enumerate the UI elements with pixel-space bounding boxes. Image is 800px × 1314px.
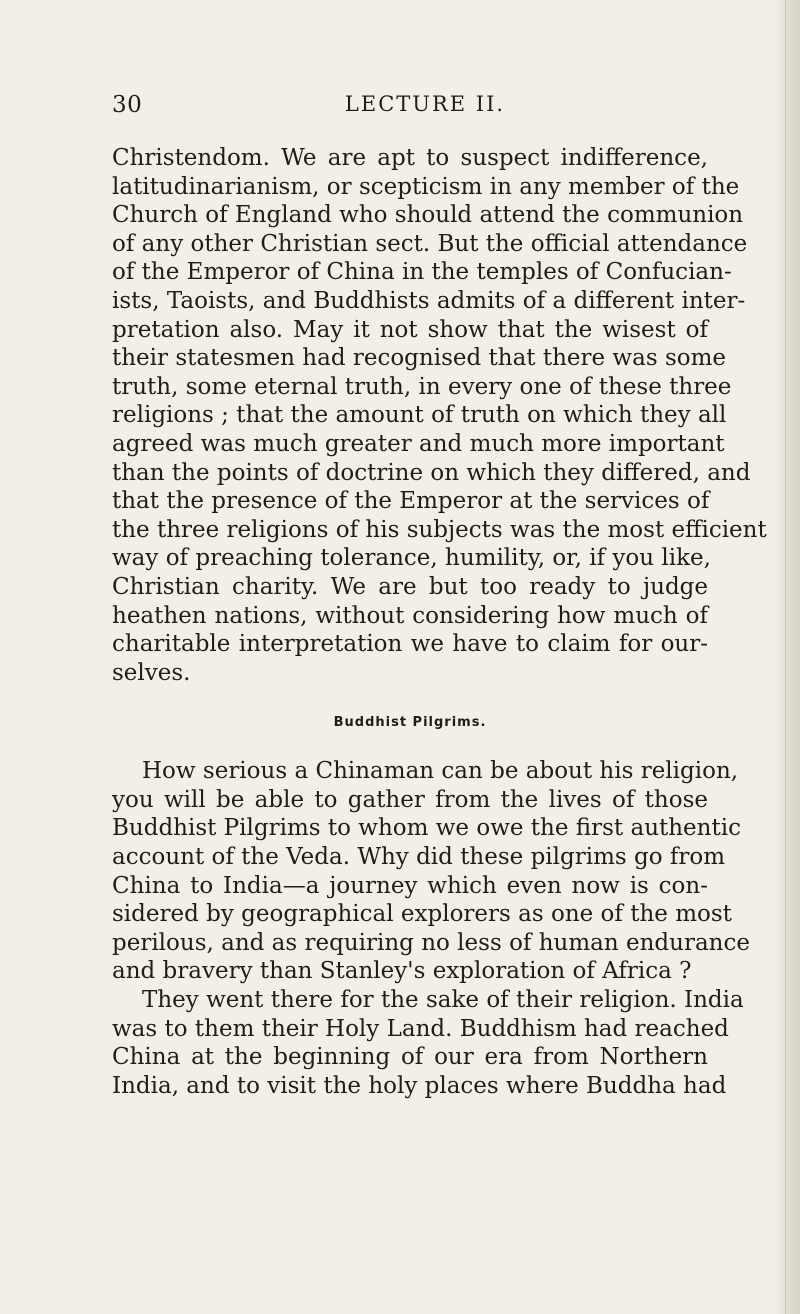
text-line: latitudinarianism, or scepticism in any member of the <box>112 173 740 200</box>
text-line: heathen nations, without considering how much of <box>112 602 708 629</box>
page-edge-line <box>785 0 786 1314</box>
text-line: of the Emperor of China in the temples of Confucian- <box>112 259 732 286</box>
text-line: the three religions of his subjects was the most efficient <box>112 516 767 543</box>
text-line: their statesmen had recognised that there was some <box>112 345 727 372</box>
text-line: Christian charity. We are but too ready to judge <box>112 573 708 600</box>
text-line: Christendom. We are apt to suspect indifference, <box>112 145 708 171</box>
text-line: perilous, and as requiring no less of human endurance <box>112 929 750 956</box>
text-line: and bravery than Stanley's exploration of Africa ? <box>112 958 692 985</box>
text-line: China at the beginning of our era from Northern <box>112 1044 708 1071</box>
text-line: sidered by geographical explorers as one of the most <box>112 901 732 928</box>
paragraph-holy-land <box>112 986 744 1100</box>
text-line: that the presence of the Emperor at the services of <box>112 488 710 515</box>
page-edge-shadow <box>774 0 800 1314</box>
text-line: way of preaching tolerance, humility, or, if you like, <box>112 545 711 572</box>
text-line: was to them their Holy Land. Buddhism had reached <box>112 1015 729 1042</box>
text-line: truth, some eternal truth, in every one of these three <box>112 373 732 400</box>
text-line: of any other Christian sect. But the official attendance <box>112 230 748 257</box>
text-line: How serious a Chinaman can be about his religion, <box>142 758 739 785</box>
paragraph-pilgrims <box>112 757 750 986</box>
text-line: religions ; that the amount of truth on which they all <box>112 402 727 429</box>
running-head <box>112 92 712 122</box>
text-line: ists, Taoists, and Buddhists admits of a different inter- <box>112 287 746 314</box>
paragraph-christendom <box>112 144 767 687</box>
page-number: 30 <box>112 92 143 118</box>
text-line: Buddhist Pilgrims to whom we owe the first authentic <box>112 815 741 842</box>
text-line: you will be able to gather from the lives of those <box>112 786 708 813</box>
running-title: LECTURE II. <box>344 92 506 116</box>
text-line: account of the Veda. Why did these pilgrims go from <box>112 844 726 871</box>
text-line: Church of England who should attend the communion <box>112 202 744 229</box>
body-text <box>112 144 767 1100</box>
text-line: India, and to visit the holy places where Buddha had <box>112 1072 727 1099</box>
text-line: charitable interpretation we have to claim for our- <box>112 631 708 658</box>
text-line: pretation also. May it not show that the wisest of <box>112 316 708 343</box>
text-line: China to India—a journey which even now is con- <box>112 872 708 899</box>
text-line: selves. <box>112 659 191 686</box>
text-line: They went there for the sake of their religion. India <box>142 987 744 1014</box>
section-heading: Buddhist Pilgrims. <box>333 714 487 730</box>
text-line: than the points of doctrine on which they differed, and <box>112 459 751 486</box>
text-line: agreed was much greater and much more important <box>112 430 725 457</box>
